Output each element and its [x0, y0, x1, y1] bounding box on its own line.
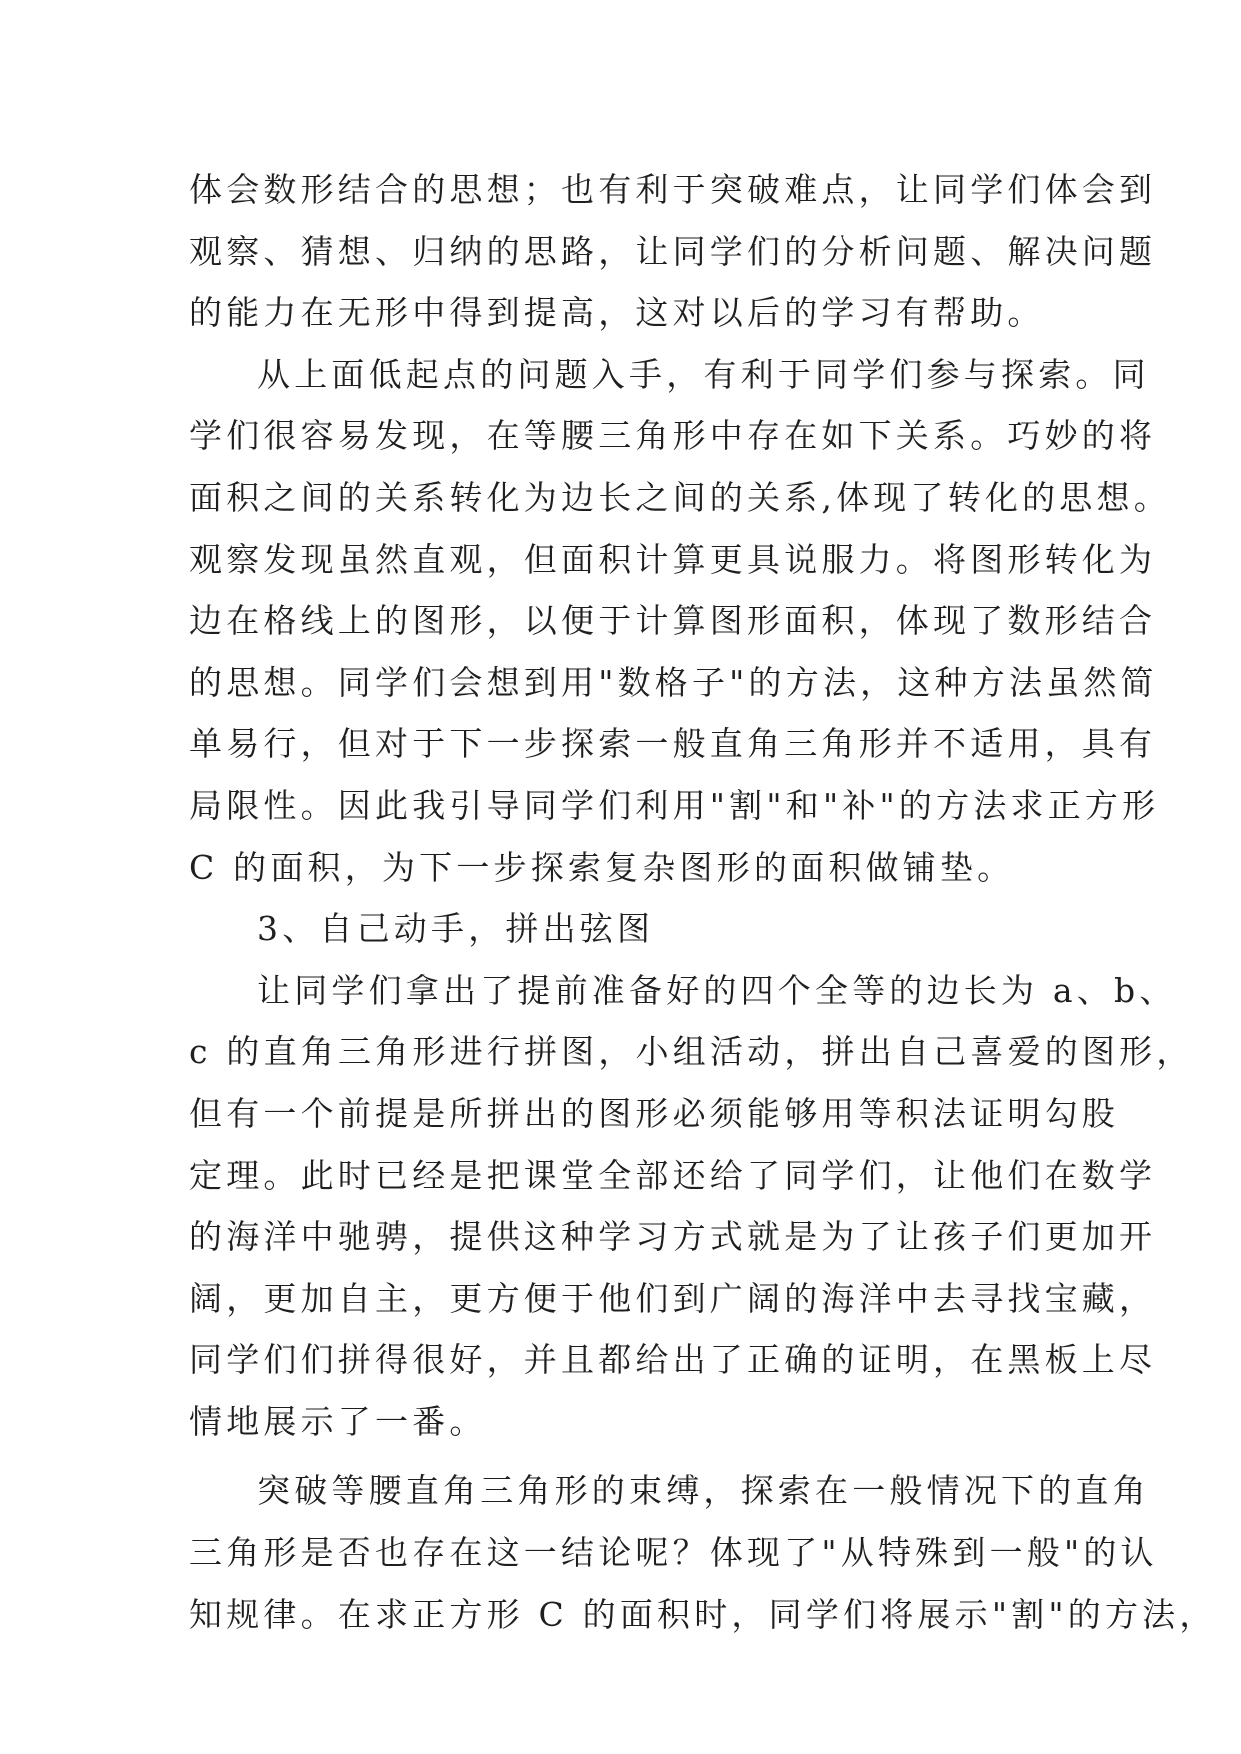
- paragraph-start-line: 突破等腰直角三角形的束缚，探索在一般情况下的直角: [257, 1471, 1150, 1511]
- text-line: 体会数形结合的思想；也有利于突破难点，让同学们体会到: [189, 170, 1157, 209]
- text-line: 同学们们拼得很好，并且都给出了正确的证明，在黑板上尽: [189, 1340, 1157, 1380]
- text-line: 的能力在无形中得到提高，这对以后的学习有帮助。: [189, 293, 1045, 333]
- text-line: 边在格线上的图形，以便于计算图形面积，体现了数形结合: [189, 601, 1157, 641]
- paragraph-start-line: 从上面低起点的问题入手，有利于同学们参与探索。同: [257, 354, 1150, 394]
- text-line: 的思想。同学们会想到用"数格子"的方法，这种方法虽然简: [189, 662, 1158, 702]
- text-line: 观察、猜想、归纳的思路，让同学们的分析问题、解决问题: [189, 231, 1157, 271]
- text-line: 观察发现虽然直观，但面积计算更具说服力。将图形转化为: [189, 539, 1157, 579]
- text-line: 阔，更加自主，更方便于他们到广阔的海洋中去寻找宝藏，: [189, 1278, 1157, 1318]
- paragraph-start-line: 让同学们拿出了提前准备好的四个全等的边长为 a、b、: [257, 970, 1177, 1010]
- section-heading: 3、自己动手，拼出弦图: [257, 909, 655, 949]
- text-line: 三角形是否也存在这一结论呢？体现了"从特殊到一般"的认: [189, 1533, 1158, 1573]
- text-line: 知规律。在求正方形 C 的面积时，同学们将展示"割"的方法，: [189, 1594, 1217, 1634]
- text-line: c 的直角三角形进行拼图，小组活动，拼出自己喜爱的图形，: [189, 1032, 1194, 1072]
- text-line: 定理。此时已经是把课堂全部还给了同学们，让他们在数学: [189, 1155, 1157, 1195]
- text-line: 面积之间的关系转化为边长之间的关系,体现了转化的思想。: [189, 477, 1171, 517]
- text-line: 但有一个前提是所拼出的图形必须能够用等积法证明勾股: [189, 1093, 1119, 1133]
- text-line: C 的面积，为下一步探索复杂图形的面积做铺垫。: [189, 847, 1015, 887]
- text-line: 学们很容易发现，在等腰三角形中存在如下关系。巧妙的将: [189, 416, 1157, 456]
- text-line: 局限性。因此我引导同学们利用"割"和"补"的方法求正方形: [189, 785, 1160, 825]
- text-line: 单易行，但对于下一步探索一般直角三角形并不适用，具有: [189, 724, 1157, 764]
- body-text: [189, 159, 1217, 1645]
- text-line: 的海洋中驰骋，提供这种学习方式就是为了让孩子们更加开: [189, 1217, 1157, 1257]
- text-line: 情地展示了一番。: [189, 1401, 487, 1441]
